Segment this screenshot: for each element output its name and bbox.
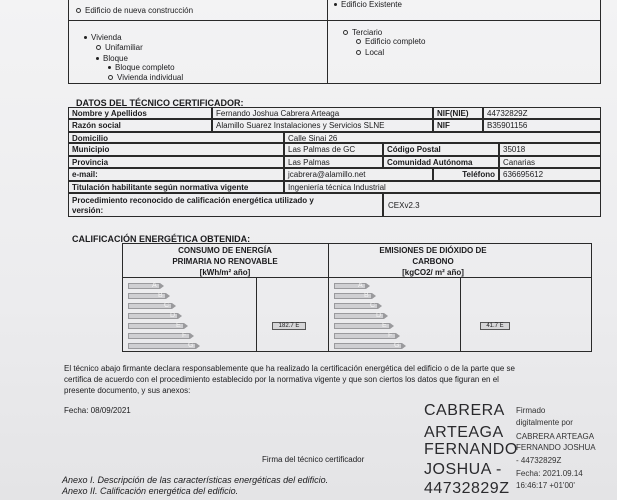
co2-grade-label: B [364,292,369,299]
energy-unit: [kWh/m² año] [199,268,251,277]
procedure-label [68,193,383,217]
nie-label: NIF(NIE) [433,107,483,119]
co2-grade-label: A [358,282,363,289]
radio-empty-icon [343,30,348,35]
name-value: Fernando Joshua Cabrera Arteaga [212,107,433,119]
declaration-date: Fecha: 08/09/2021 [64,406,131,415]
province-label: Provincia [68,156,284,168]
address-label: Domicilio [68,132,284,143]
co2-title [358,245,508,278]
annex-1 [62,475,328,486]
radio-selected-icon [334,3,337,6]
signature-detail-line: 16:46:17 +01'00' [516,481,575,490]
region-value: Canarias [499,156,601,168]
province-value: Las Palmas [284,156,383,168]
co2-title-line: EMISIONES DE DIÓXIDO DE [379,246,487,255]
co2-grade-tip [378,303,382,309]
radio-selected-icon [96,57,99,60]
energy-grade-label: D [170,312,176,319]
radio-empty-icon [108,75,113,80]
option-label: Edificio Existente [341,0,402,9]
energy-grade-tip [160,283,164,289]
co2-grade-label: G [394,342,400,349]
energy-grade-tip [196,343,200,349]
signature-detail-line: Fecha: 2021.09.14 [516,469,583,478]
nif-label: NIF [433,119,483,132]
option-label: Edificio completo [365,37,426,46]
address-value: Calle Sinai 26 [284,132,601,143]
signature-name-line: CABRERA [424,402,505,419]
radio-selected-icon [84,36,87,39]
procedure-label-line: versión: [72,206,104,215]
signature-name-line: ARTEAGA [424,424,504,441]
energy-title [150,245,300,278]
signature-detail-line: - 44732829Z [516,456,562,465]
email-label: e-mail: [68,168,284,181]
energy-grade-tip [178,313,182,319]
energy-grade-label: E [176,322,181,329]
signature-caption: Firma del técnico certificador [262,455,365,464]
signature-detail-line: Firmado [516,406,546,415]
divider [256,277,257,352]
signature-detail-line: CABRERA ARTEAGA [516,432,595,441]
co2-grade-tip [396,333,400,339]
annex-2-text: Calificación energética del edificio. [100,486,239,496]
postal-value: 35018 [499,143,601,156]
co2-grade-tip [390,323,394,329]
co2-grade-tip [402,343,406,349]
option-residential [84,33,122,43]
energy-grade-tip [166,293,170,299]
radio-empty-icon [356,50,361,55]
option-label: Bloque completo [115,63,175,72]
option-label: Vivienda individual [117,73,184,82]
nif-value: B35901156 [483,119,601,132]
degree-label: Titulación habilitante según normativa vigente [68,181,284,193]
signature-detail-line: digitalmente por [516,418,573,427]
name-label: Nombre y Apellidos [68,107,212,119]
energy-grade-tip [172,303,176,309]
energy-grade-label: G [188,342,194,349]
annex-2 [62,486,238,497]
co2-unit: [kgCO2/ m² año] [402,268,464,277]
city-label: Municipio [68,143,284,156]
energy-rating-indicator [272,322,306,330]
option-premises [356,48,384,58]
co2-grade-bar-f [334,333,396,339]
co2-rating-indicator [480,322,510,330]
energy-grade-label: A [152,282,157,289]
energy-grade-tip [190,333,194,339]
divider [327,0,328,84]
rating-section-title: CALIFICACIÓN ENERGÉTICA OBTENIDA: [72,234,251,244]
declaration-line: El técnico abajo firmante declara responsablemente que ha realizado la certificación energética del edificio o de la parte que se [64,364,515,373]
co2-grade-tip [366,283,370,289]
energy-grade-bar-f [128,333,190,339]
radio-empty-icon [76,8,81,13]
procedure-label-line: Procedimiento reconocido de calificación energética utilizado y [72,196,314,205]
co2-grade-bar-g [334,343,402,349]
energy-title-line: PRIMARIA NO RENOVABLE [172,257,278,266]
phone-value: 636695612 [499,168,601,181]
declaration-line: presente documento, y sus anexos: [64,386,191,395]
region-label: Comunidad Autónoma [383,156,499,168]
co2-grade-label: D [376,312,382,319]
option-full-building [356,37,425,47]
signature-detail-line: FERNANDO JOSHUA [516,443,596,452]
co2-grade-label: E [382,322,387,329]
energy-grade-bar-g [128,343,196,349]
energy-grade-label: F [182,332,187,339]
email-value: jcabrera@alamillo.net [284,168,433,181]
energy-rating-value: 182.7 E [278,323,300,329]
radio-selected-icon [108,66,111,69]
technician-section-title: DATOS DEL TÉCNICO CERTIFICADOR: [76,98,244,108]
option-label: Bloque [103,54,128,63]
annex-2-label: Anexo II. [62,486,98,496]
co2-grade-label: C [370,302,376,309]
degree-value: Ingeniería técnica Industrial [284,181,601,193]
co2-title-line: CARBONO [412,257,454,266]
procedure-value: CEXv2.3 [383,193,601,217]
option-full-block [108,63,175,73]
energy-grade-tip [184,323,188,329]
option-label: Vivienda [91,33,122,42]
divider [328,243,329,352]
city-value: Las Palmas de GC [284,143,383,156]
signature-name-line: FERNANDO [424,441,518,458]
company-value: Alamillo Suarez Instalaciones y Servicios SLNE [212,119,433,132]
divider [68,20,601,21]
company-label: Razón social [68,119,212,132]
option-existing [334,0,402,10]
radio-empty-icon [356,39,361,44]
option-label: Unifamiliar [105,43,143,52]
option-label: Edificio de nueva construcción [85,6,194,15]
co2-rating-value: 41.7 E [486,323,504,329]
nie-value: 44732829Z [483,107,601,119]
declaration-line: certifica de acuerdo con el procedimiento establecido por la normativa vigente y que son ciertos los datos que figuran en el [64,375,499,384]
option-label: Terciario [352,28,383,37]
signature-name-line: JOSHUA - [424,461,502,478]
radio-empty-icon [96,45,101,50]
annex-1-label: Anexo I. [62,475,96,485]
postal-label: Código Postal [383,143,499,156]
phone-label: Teléfono [433,168,499,181]
option-individual-dwelling [108,73,183,83]
energy-grade-label: B [158,292,163,299]
option-label: Local [365,48,385,57]
annex-1-text: Descripción de las características energéticas del edificio. [97,475,329,485]
option-single-family [96,43,143,53]
co2-grade-tip [384,313,388,319]
energy-grade-label: C [164,302,170,309]
option-new-construction [76,6,193,16]
co2-grade-label: F [388,332,393,339]
co2-grade-tip [372,293,376,299]
divider [460,277,461,352]
signature-name-line: 44732829Z [424,480,510,497]
energy-title-line: CONSUMO DE ENERGÍA [178,246,272,255]
